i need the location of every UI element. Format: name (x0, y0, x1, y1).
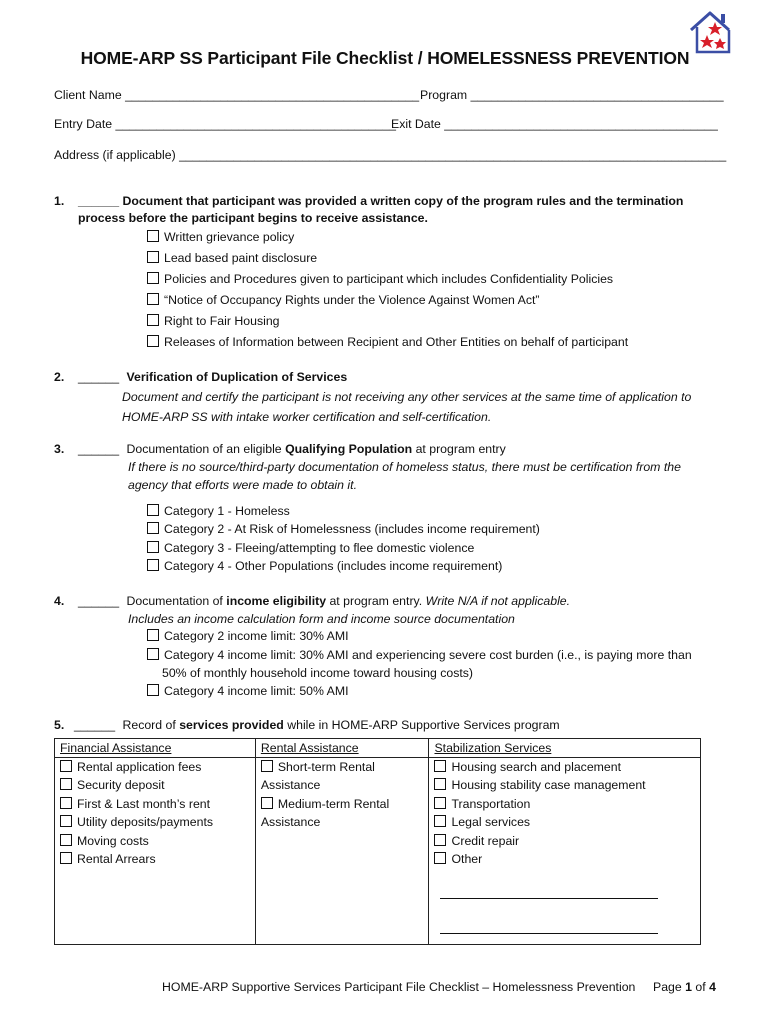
program-field[interactable]: Program _____________________________________ (420, 88, 724, 102)
checkbox-icon[interactable] (60, 797, 72, 809)
other-write-in-line[interactable] (440, 898, 658, 899)
checklist-option[interactable]: “Notice of Occupancy Rights under the Violence Against Women Act” (147, 293, 539, 307)
table-header-financial: Financial Assistance (55, 739, 256, 758)
page-title: HOME-ARP SS Participant File Checklist / HOMELESSNESS PREVENTION (80, 48, 690, 68)
page-number: Page 1 of 4 (653, 980, 716, 994)
service-option[interactable]: First & Last month’s rent (60, 795, 255, 813)
checklist-option[interactable]: Category 4 income limit: 50% AMI (147, 684, 349, 698)
checklist-option-continuation: 50% of monthly household income toward housing costs) (162, 666, 474, 680)
service-option[interactable]: Legal services (434, 813, 700, 831)
checkbox-icon[interactable] (60, 834, 72, 846)
checkbox-icon[interactable] (147, 293, 159, 305)
item-1-number: 1. (54, 194, 65, 208)
item-4-number: 4. (54, 594, 65, 608)
item-2-note: HOME-ARP SS with intake worker certification and self-certification. (122, 410, 492, 424)
item-3-blank[interactable]: ______ (78, 442, 120, 456)
service-option[interactable]: Rental application fees (60, 758, 255, 776)
checklist-option[interactable]: Category 3 - Fleeing/attempting to flee domestic violence (147, 541, 474, 555)
stabilization-services-cell (429, 758, 701, 945)
service-option[interactable]: Housing stability case management (434, 776, 700, 794)
service-option[interactable]: Medium-term Rental (261, 795, 429, 813)
checklist-option[interactable]: Category 2 - At Risk of Homelessness (includes income requirement) (147, 522, 540, 536)
checkbox-icon[interactable] (147, 559, 159, 571)
item-1-line1: ______ Document that participant was provided a written copy of the program rules and the termination (78, 194, 684, 208)
checkbox-icon[interactable] (147, 684, 159, 696)
checkbox-icon[interactable] (434, 760, 446, 772)
item-3-number: 3. (54, 442, 65, 456)
service-option[interactable]: Transportation (434, 795, 700, 813)
exit-date-field[interactable]: Exit Date ________________________________________ (391, 117, 718, 131)
checkbox-icon[interactable] (147, 314, 159, 326)
checkbox-icon[interactable] (147, 648, 159, 660)
item-5-blank[interactable]: ______ (74, 718, 116, 732)
item-1-line2: process before the participant begins to receive assistance. (78, 211, 428, 225)
item-5-heading: ______ Record of services provided while in HOME-ARP Supportive Services program (74, 718, 560, 732)
item-4-blank[interactable]: ______ (78, 594, 120, 608)
checkbox-icon[interactable] (147, 629, 159, 641)
item-2-heading: ______ Verification of Duplication of Services (78, 370, 348, 384)
service-option[interactable]: Security deposit (60, 776, 255, 794)
checklist-option[interactable]: Category 4 - Other Populations (includes income requirement) (147, 559, 502, 573)
checklist-option[interactable]: Category 2 income limit: 30% AMI (147, 629, 349, 643)
table-header-stabilization: Stabilization Services (429, 739, 701, 758)
item-5-number: 5. (54, 718, 65, 732)
item-2-number: 2. (54, 370, 65, 384)
service-option[interactable]: Housing search and placement (434, 758, 700, 776)
item-3-note: agency that efforts were made to obtain it. (128, 478, 357, 492)
item-3-note: If there is no source/third-party documentation of homeless status, there must be certification from the (128, 460, 681, 474)
client-name-field[interactable]: Client Name ___________________________________________ (54, 88, 420, 102)
service-option-continuation: Assistance (260, 778, 321, 793)
checkbox-icon[interactable] (60, 815, 72, 827)
checkbox-icon[interactable] (434, 834, 446, 846)
checkbox-icon[interactable] (434, 778, 446, 790)
service-option[interactable]: Moving costs (60, 832, 255, 850)
checklist-option[interactable]: Category 4 income limit: 30% AMI and experiencing severe cost burden (i.e., is paying more than (147, 648, 692, 662)
service-option[interactable]: Short-term Rental (261, 758, 429, 776)
checkbox-icon[interactable] (60, 760, 72, 772)
checkbox-icon[interactable] (147, 522, 159, 534)
checkbox-icon[interactable] (434, 852, 446, 864)
rental-assistance-cell (255, 758, 429, 945)
checkbox-icon[interactable] (434, 797, 446, 809)
services-table (54, 738, 701, 945)
checkbox-icon[interactable] (147, 251, 159, 263)
service-option[interactable]: Utility deposits/payments (60, 813, 255, 831)
address-field[interactable]: Address (if applicable) ________________________________________________________________________________ (54, 148, 727, 162)
service-option[interactable]: Other (434, 850, 700, 868)
checkbox-icon[interactable] (147, 335, 159, 347)
item-4-note: Includes an income calculation form and income source documentation (128, 612, 515, 626)
financial-assistance-cell (55, 758, 256, 945)
table-header-rental: Rental Assistance (255, 739, 429, 758)
item-2-note: Document and certify the participant is not receiving any other services at the same time of application to (122, 390, 692, 404)
checklist-option[interactable]: Right to Fair Housing (147, 314, 280, 328)
checkbox-icon[interactable] (434, 815, 446, 827)
item-3-heading: ______ Documentation of an eligible Qualifying Population at program entry (78, 442, 506, 456)
checklist-option[interactable]: Releases of Information between Recipient and Other Entities on behalf of participant (147, 335, 628, 349)
checkbox-icon[interactable] (60, 778, 72, 790)
checkbox-icon[interactable] (147, 272, 159, 284)
service-option-continuation: Assistance (260, 815, 321, 830)
checklist-option[interactable]: Lead based paint disclosure (147, 251, 317, 265)
service-option[interactable]: Credit repair (434, 832, 700, 850)
footer-text: HOME-ARP Supportive Services Participant File Checklist – Homelessness Prevention (162, 980, 636, 994)
item-2-blank[interactable]: ______ (78, 370, 120, 384)
checklist-option[interactable]: Category 1 - Homeless (147, 504, 290, 518)
checkbox-icon[interactable] (261, 797, 273, 809)
checkbox-icon[interactable] (147, 504, 159, 516)
checkbox-icon[interactable] (147, 230, 159, 242)
checkbox-icon[interactable] (60, 852, 72, 864)
checkbox-icon[interactable] (147, 541, 159, 553)
entry-date-field[interactable]: Entry Date _________________________________________ (54, 117, 396, 131)
service-option[interactable]: Rental Arrears (60, 850, 255, 868)
other-write-in-line[interactable] (440, 933, 658, 934)
checklist-option[interactable]: Written grievance policy (147, 230, 294, 244)
item-4-heading: ______ Documentation of income eligibility at program entry. Write N/A if not applicable. (78, 594, 571, 608)
checklist-option[interactable]: Policies and Procedures given to participant which includes Confidentiality Policies (147, 272, 613, 286)
checkbox-icon[interactable] (261, 760, 273, 772)
